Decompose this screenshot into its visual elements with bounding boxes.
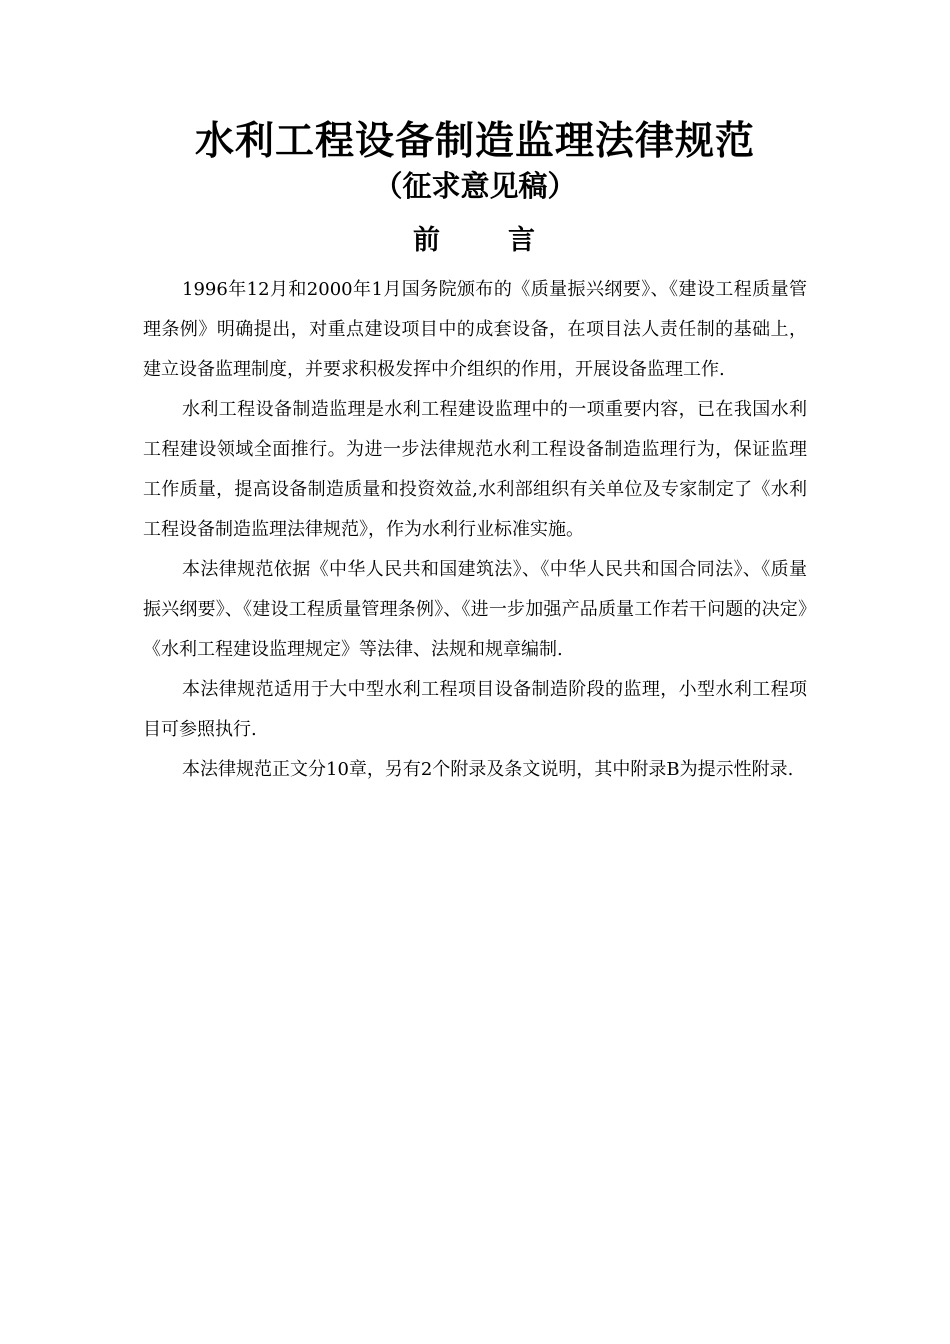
section-heading-right: 言 bbox=[508, 225, 537, 256]
document-subtitle: （征求意见稿） bbox=[373, 169, 577, 203]
section-heading-preface bbox=[0, 220, 950, 262]
paragraph-2: 水利工程设备制造监理是水利工程建设监理中的一项重要内容，已在我国水利工程建设领域全面推行。为进一步法律规范水利工程设备制造监理行为，保证监理工作质量，提高设备制造质量和投资效益,水利部组织有关单位及专家制定了《水利工程设备制造监理法律规范》，作为水利行业标准实施。 bbox=[143, 399, 807, 540]
paragraph-1: 1996年12月和2000年1月国务院颁布的《质量振兴纲要》、《建设工程质量管理条例》明确提出，对重点建设项目中的成套设备，在项目法人责任制的基础上，建立设备监理制度，并要求积极发挥中介组织的作用，开展设备监理工作. bbox=[143, 279, 807, 380]
document-title: 水利工程设备制造监理法律规范 bbox=[194, 119, 755, 164]
paragraph-4: 本法律规范适用于大中型水利工程项目设备制造阶段的监理，小型水利工程项目可参照执行. bbox=[143, 679, 807, 740]
section-heading-left: 前 bbox=[413, 225, 442, 256]
document-body bbox=[143, 270, 807, 790]
paragraph-5: 本法律规范正文分10章，另有2个附录及条文说明，其中附录B为提示性附录. bbox=[182, 759, 794, 780]
paragraph-3: 本法律规范依据《中华人民共和国建筑法》、《中华人民共和国合同法》、《质量振兴纲要》、《建设工程质量管理条例》、《进一步加强产品质量工作若干问题的决定》《水利工程建设监理规定》等法律、法规和规章编制. bbox=[143, 559, 807, 660]
